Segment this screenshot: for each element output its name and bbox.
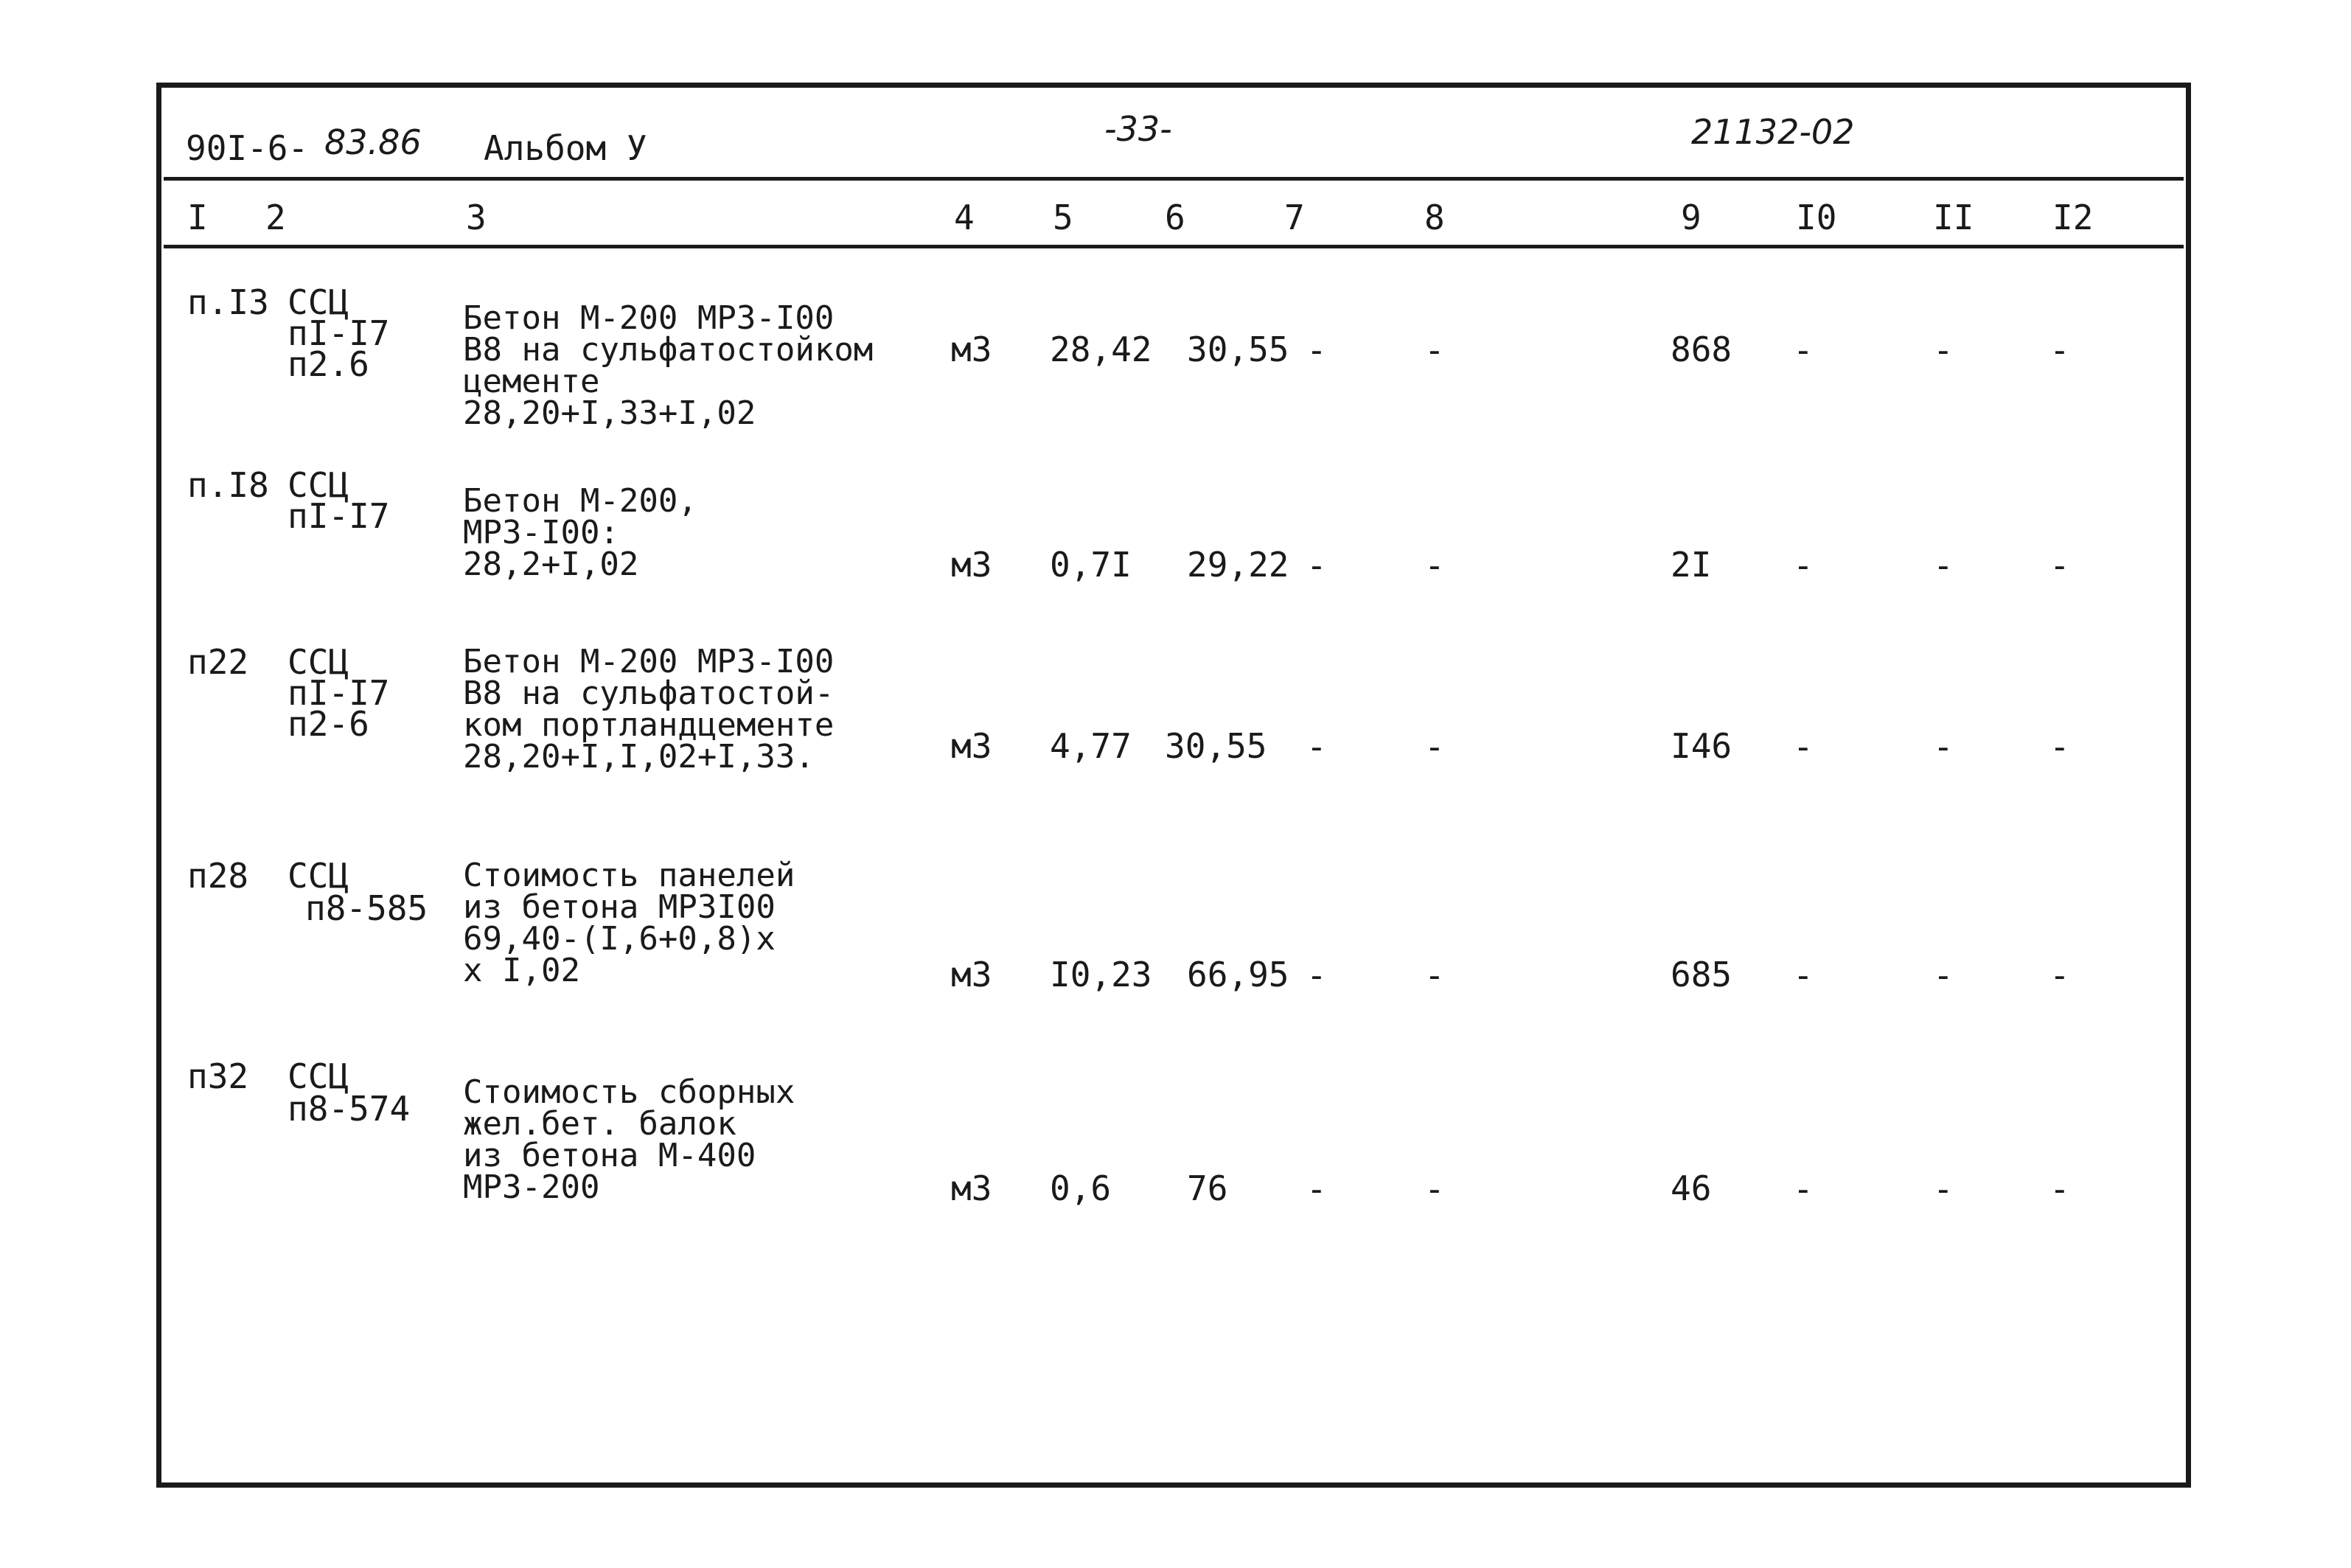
column-header-8: 8 — [1424, 198, 1445, 237]
value-col8: - — [1424, 1169, 1445, 1209]
reference-line: пI-I7 — [288, 673, 390, 713]
value-col10: - — [1793, 546, 1814, 585]
value-col5: 28,42 — [1050, 330, 1152, 369]
value-col5: I0,23 — [1050, 955, 1152, 994]
value-col9: 46 — [1671, 1168, 1712, 1208]
value-col7: - — [1306, 955, 1327, 995]
description-line: 69,40-(I,6+0,8)х — [463, 920, 776, 958]
description-line: В8 на сульфатостой- — [463, 675, 835, 712]
description-line: Стоимость сборных — [463, 1073, 795, 1111]
value-col8: - — [1424, 546, 1445, 585]
value-col9: I46 — [1671, 726, 1732, 766]
column-header-12: I2 — [2052, 198, 2094, 237]
value-col11: - — [1933, 330, 1954, 370]
reference-line: ССЦ — [288, 1056, 349, 1096]
value-col6: 29,22 — [1187, 545, 1289, 585]
column-header-10: I0 — [1796, 198, 1837, 237]
column-header-7: 7 — [1284, 198, 1305, 237]
value-col7: - — [1306, 727, 1327, 767]
value-col11: - — [1933, 546, 1954, 585]
reference-line: ССЦ — [288, 642, 349, 682]
column-header-3: 3 — [466, 198, 487, 237]
value-col9: 685 — [1671, 955, 1732, 994]
description-line: ком портландцементе — [463, 706, 835, 744]
value-col12: - — [2049, 330, 2070, 370]
value-col10: - — [1793, 727, 1814, 767]
reference-line: п8-585 — [305, 888, 428, 928]
value-col6: 30,55 — [1187, 330, 1289, 369]
description-line: цементе — [463, 363, 600, 400]
description-line: 28,20+I,I,02+I,33. — [463, 738, 815, 776]
description-line: из бетона М-400 — [463, 1137, 756, 1174]
column-header-6: 6 — [1165, 198, 1185, 237]
value-col11: - — [1933, 955, 1954, 995]
description-line: В8 на сульфатостойком — [463, 331, 874, 369]
row-number: п32 — [187, 1056, 249, 1096]
description-line: МРЗ-200 — [463, 1168, 600, 1206]
header-rule — [164, 177, 2184, 181]
column-header-rule — [164, 245, 2184, 248]
unit: м3 — [951, 330, 992, 369]
description-line: Стоимость панелей — [463, 857, 795, 894]
row-number: п.I8 — [187, 465, 269, 505]
description-line: 28,2+I,02 — [463, 546, 639, 583]
description-line: х I,02 — [463, 952, 580, 989]
description-line: 28,20+I,33+I,02 — [463, 394, 756, 432]
value-col10: - — [1793, 330, 1814, 370]
row-number: п.I3 — [187, 282, 269, 322]
reference-line: пI-I7 — [288, 313, 390, 353]
value-col5: 4,77 — [1050, 726, 1132, 766]
row-number: п28 — [187, 856, 249, 896]
column-header-2: 2 — [265, 198, 286, 237]
description-line: Бетон М-200 МРЗ-I00 — [463, 643, 835, 680]
description-line: Бетон М-200 МРЗ-I00 — [463, 299, 835, 337]
description-line: Бетон М-200, — [463, 482, 697, 520]
value-col6: 66,95 — [1187, 955, 1289, 994]
album-label: Альбом У — [484, 128, 647, 168]
reference-line: пI-I7 — [288, 496, 390, 536]
value-col6: 30,55 — [1165, 726, 1267, 766]
doc-code-prefix: 90I-6- — [186, 128, 309, 168]
value-col12: - — [2049, 727, 2070, 767]
unit: м3 — [951, 545, 992, 585]
page-number: -33- — [1104, 109, 1172, 149]
value-col10: - — [1793, 955, 1814, 995]
reference-line: ССЦ — [288, 465, 349, 505]
column-header-4: 4 — [954, 198, 975, 237]
reference-line: п2.6 — [288, 344, 369, 384]
doc-number: 21132-02 — [1691, 112, 1855, 152]
value-col7: - — [1306, 1169, 1327, 1209]
column-header-11: II — [1933, 198, 1974, 237]
value-col12: - — [2049, 1169, 2070, 1209]
value-col8: - — [1424, 727, 1445, 767]
description-line: МРЗ-I00: — [463, 514, 619, 551]
value-col7: - — [1306, 546, 1327, 585]
description-line: жел.бет. балок — [463, 1105, 736, 1143]
value-col12: - — [2049, 955, 2070, 995]
column-header-1: I — [187, 198, 208, 237]
value-col9: 868 — [1671, 330, 1732, 369]
value-col12: - — [2049, 546, 2070, 585]
unit: м3 — [951, 726, 992, 766]
value-col10: - — [1793, 1169, 1814, 1209]
unit: м3 — [951, 955, 992, 994]
reference-line: ССЦ — [288, 856, 349, 896]
value-col11: - — [1933, 1169, 1954, 1209]
value-col7: - — [1306, 330, 1327, 370]
reference-line: ССЦ — [288, 282, 349, 322]
page-frame — [156, 83, 2191, 1488]
value-col11: - — [1933, 727, 1954, 767]
description-line: из бетона МРЗI00 — [463, 888, 776, 926]
reference-line: п2-6 — [288, 704, 369, 744]
column-header-5: 5 — [1053, 198, 1073, 237]
value-col9: 2I — [1671, 545, 1712, 585]
value-col5: 0,6 — [1050, 1168, 1112, 1208]
value-col6: 76 — [1187, 1168, 1228, 1208]
column-header-9: 9 — [1681, 198, 1702, 237]
value-col5: 0,7I — [1050, 545, 1132, 585]
value-col8: - — [1424, 330, 1445, 370]
reference-line: п8-574 — [288, 1089, 411, 1129]
doc-code-handwritten: 83.86 — [324, 122, 422, 162]
value-col8: - — [1424, 955, 1445, 995]
row-number: п22 — [187, 642, 249, 682]
unit: м3 — [951, 1168, 992, 1208]
